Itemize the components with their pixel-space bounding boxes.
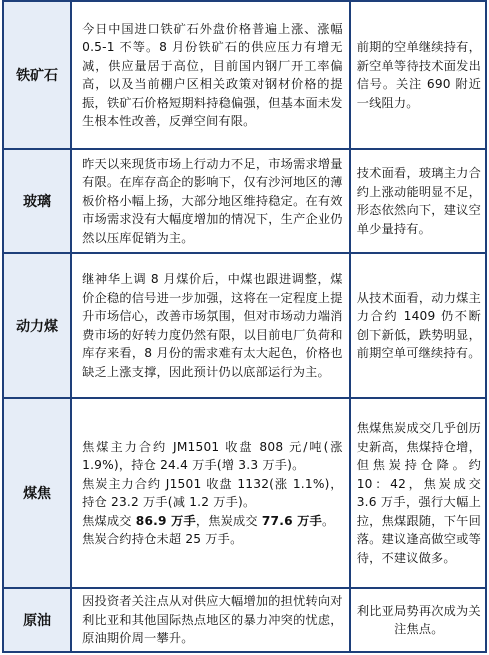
technical-view-cell — [350, 588, 486, 652]
category-label: 铁矿石 — [16, 68, 59, 84]
volume-suffix: 。 — [321, 513, 335, 528]
open-interest-line: 焦炭合约持仓未超 25 万手。 — [82, 532, 243, 546]
category-label: 玻璃 — [23, 194, 52, 210]
market-commentary-cell — [71, 1, 350, 149]
row-crude-oil — [3, 588, 486, 652]
technical-view-cell — [350, 253, 486, 398]
market-commentary: 昨天以来现货市场上行动力不足，市场需求增量有限。在库存高企的影响下，仅有沙河地区的薄板价格小幅上扬，大部分地区维持稳定。在有效市场需求没有大幅度增加的情况下，生产企业仍然以压库促销为主。 — [82, 156, 343, 245]
category-cell — [3, 253, 71, 398]
market-line-jm: 焦煤主力合约 JM1501 收盘 808 元/吨(涨 1.9%)，持仓 24.4 万手(增 3.3 万手)。 — [82, 439, 343, 472]
technical-view: 前期的空单继续持有，新空单等待技术面发出信号。关注 690 附近一线阻力。 — [356, 40, 481, 110]
market-commentary-cell — [71, 588, 350, 652]
technical-view: 从技术面看，动力煤主力合约 1409 仍不断创下新低，跌势明显，前期空单可继续持有。 — [356, 290, 481, 360]
volume-mid: ，焦炭成交 — [195, 513, 262, 528]
technical-view: 焦煤焦炭成交几乎创历史新高，焦煤持仓增，但焦炭持仓降。约 10：42，焦炭成交 3.6 万手，强行大幅上拉，焦煤跟随，下午回落。建议逢高做空或等待，不建议做多。 — [356, 421, 481, 565]
market-commentary-cell — [71, 398, 350, 588]
row-thermal-coal — [3, 253, 486, 398]
market-commentary: 继神华上调 8 月煤价后，中煤也跟进调整，煤价企稳的信号进一步加强，这将在一定程度上提升市场信心，改善市场氛围，但对市场动力端消费市场的好转力度仍然有限，以目前电厂负荷和库存来看，8 月份的需求难有太大起色，价格也缺乏上涨支撑，因此预计仍以底部运行为主。 — [82, 272, 343, 379]
jm-volume-value: 86.9 万手 — [135, 513, 196, 528]
technical-view-cell — [350, 398, 486, 588]
market-line-j: 焦炭主力合约 J1501 收盘 1132(涨 1.1%)，持仓 23.2 万手(减 1.2 万手)。 — [82, 476, 343, 509]
category-cell — [3, 149, 71, 253]
market-commentary-cell — [71, 253, 350, 398]
market-commentary: 因投资者关注点从对供应大幅增加的担忧转向对利比亚和其他国际热点地区的暴力冲突的忧虑，原油期价周一攀升。 — [82, 594, 343, 646]
technical-view: 利比亚局势再次成为关注焦点。 — [356, 603, 481, 636]
technical-view-cell — [350, 149, 486, 253]
row-coking-coal-coke — [3, 398, 486, 588]
technical-view: 技术面看，玻璃主力合约上涨动能明显不足，形态依然向下，建议空单少量持有。 — [356, 166, 481, 236]
category-cell — [3, 588, 71, 652]
volume-prefix: 焦煤成交 — [82, 513, 136, 528]
row-iron-ore — [3, 1, 486, 149]
volume-line — [72, 512, 349, 531]
j-volume-value: 77.6 万手 — [261, 513, 322, 528]
market-commentary-cell — [71, 149, 350, 253]
category-cell — [3, 398, 71, 588]
row-glass — [3, 149, 486, 253]
category-label: 动力煤 — [16, 318, 59, 335]
category-label: 煤焦 — [23, 486, 52, 502]
category-cell — [3, 1, 71, 149]
commodity-commentary-table — [2, 0, 487, 653]
category-label: 原油 — [23, 613, 52, 629]
market-commentary: 今日中国进口铁矿石外盘价格普遍上涨、涨幅 0.5-1 不等。8 月份铁矿石的供应压力有增无减，供应量居于高位，目前国内钢厂开工率偏高，以及当前棚户区相关政策对钢材价格的提振，铁矿石价格短期料持稳偏强，但基本面未发生根本性改善，反弹空间有限。 — [82, 21, 343, 128]
technical-view-cell — [350, 1, 486, 149]
